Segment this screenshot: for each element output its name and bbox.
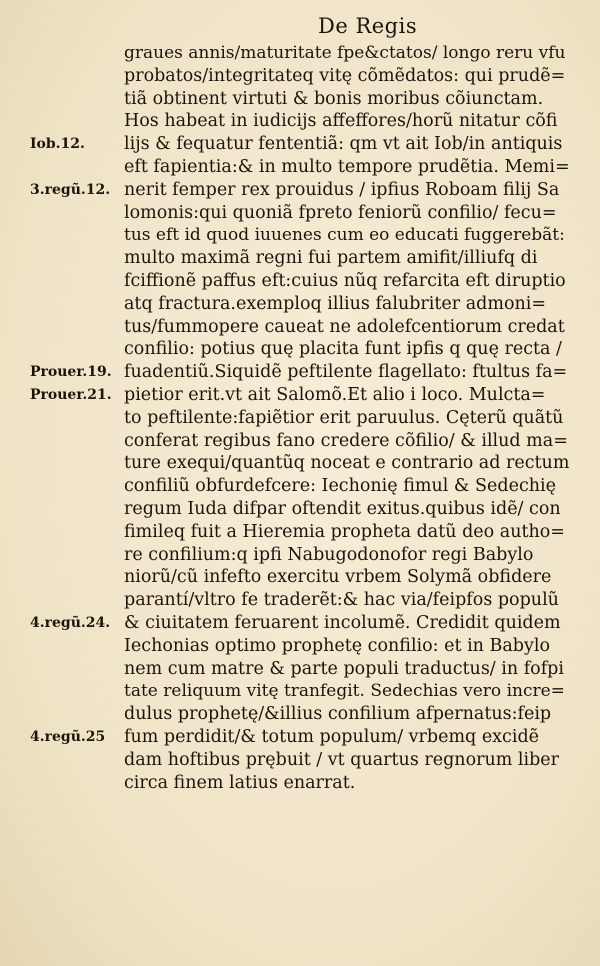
text-line: eft fapientia:& in multo tempore prudẽtia. Memi=	[124, 156, 570, 177]
text-line: confiliũ obfurdefcere: Iechonię fimul & Sedechię	[124, 476, 556, 497]
text-line: tus eft id quod iuuenes cum eo educati fuggerebãt:	[124, 225, 565, 246]
text-line: fuadentiũ.Siquidẽ peftilente flagellato: ftultus fa=	[124, 362, 568, 383]
text-line: Iechonias optimo prophetę confilio: et in Babylo	[124, 635, 551, 656]
text-line: to peftilente:fapiẽtior erit paruulus. Cęterũ quãtũ	[124, 407, 564, 428]
text-line: tate reliquum vitę tranfegit. Sedechias vero incre=	[124, 681, 565, 702]
text-line: fciffionẽ paffus eft:cuius nũq refarcita eft diruptio	[124, 270, 566, 291]
text-line: re confilium:q ipfi Nabugodonofor regi Babylo	[124, 544, 534, 565]
marginal-reference: Prouer.21.	[30, 387, 112, 403]
text-line: dulus prophetę/&illius confilium afpernatus:feip	[124, 704, 552, 725]
text-line: pietior erit.vt ait Salomõ.Et alio i loco. Mulcta=	[124, 384, 546, 405]
text-line: circa finem latius enarrat.	[124, 772, 356, 793]
marginal-reference: 4.regũ.25	[30, 729, 106, 745]
marginal-reference: 4.regũ.24.	[30, 615, 111, 631]
text-line: fimileq fuit a Hieremia propheta datũ deo autho=	[124, 521, 565, 542]
text-line: regum Iuda difpar oftendit exitus.quibus idẽ/ con	[124, 498, 561, 519]
text-line: dam hoftibus prębuit / vt quartus regnorum liber	[124, 749, 560, 770]
text-line: atq fractura.exemploq illius falubriter admoni=	[124, 293, 547, 314]
text-line: tiã obtinent virtuti & bonis moribus cõiunctam.	[124, 88, 544, 109]
marginal-reference: 3.regũ.12.	[30, 181, 111, 198]
text-line: & ciuitatem feruarent incolumẽ. Credidit quidem	[124, 612, 561, 633]
text-line: fum perdidit/& totum populum/ vrbemq excidẽ	[124, 726, 540, 747]
text-line: confilio: potius quę placita funt ipfis q quę recta /	[124, 339, 562, 360]
text-line: lomonis:qui quoniã fpreto feniorũ confilio/ fecu=	[124, 202, 557, 223]
text-line: tus/fummopere caueat ne adolefcentiorum credat	[124, 316, 565, 337]
text-line: nem cum matre & parte populi traductus/ in fofpi	[124, 658, 564, 679]
text-line: graues annis/maturitate fpe&ctatos/ longo reru vfu	[124, 43, 566, 63]
text-line: probatos/integritateq vitę cõmẽdatos: qui prudẽ=	[124, 65, 566, 86]
text-line: lijs & fequatur fententiã: qm vt ait Iob/in antiquis	[124, 134, 563, 155]
text-line: parantí/vltro fe traderẽt:& hac via/feipfos populũ	[124, 590, 559, 611]
text-line: conferat regibus fano credere cõfilio/ & illud ma=	[124, 430, 568, 451]
marginal-reference: Prouer.19.	[30, 364, 112, 381]
text-line: Hos habeat in iudicijs affeffores/horũ nitatur cõfi	[124, 111, 558, 132]
running-head: De Regis	[318, 14, 418, 38]
text-line: nerit femper rex prouidus / ipfius Roboam filij Sa	[124, 179, 560, 200]
main-text-block	[124, 42, 568, 794]
text-line: ture exequi/quantũq noceat e contrario ad rectum	[124, 453, 570, 474]
marginal-reference: Iob.12.	[30, 136, 85, 153]
text-line: niorũ/cũ infefto exercitu vrbem Solymã obfidere	[124, 567, 552, 588]
text-line: multo maximã regni fui partem amifit/illiufq di	[124, 248, 538, 269]
